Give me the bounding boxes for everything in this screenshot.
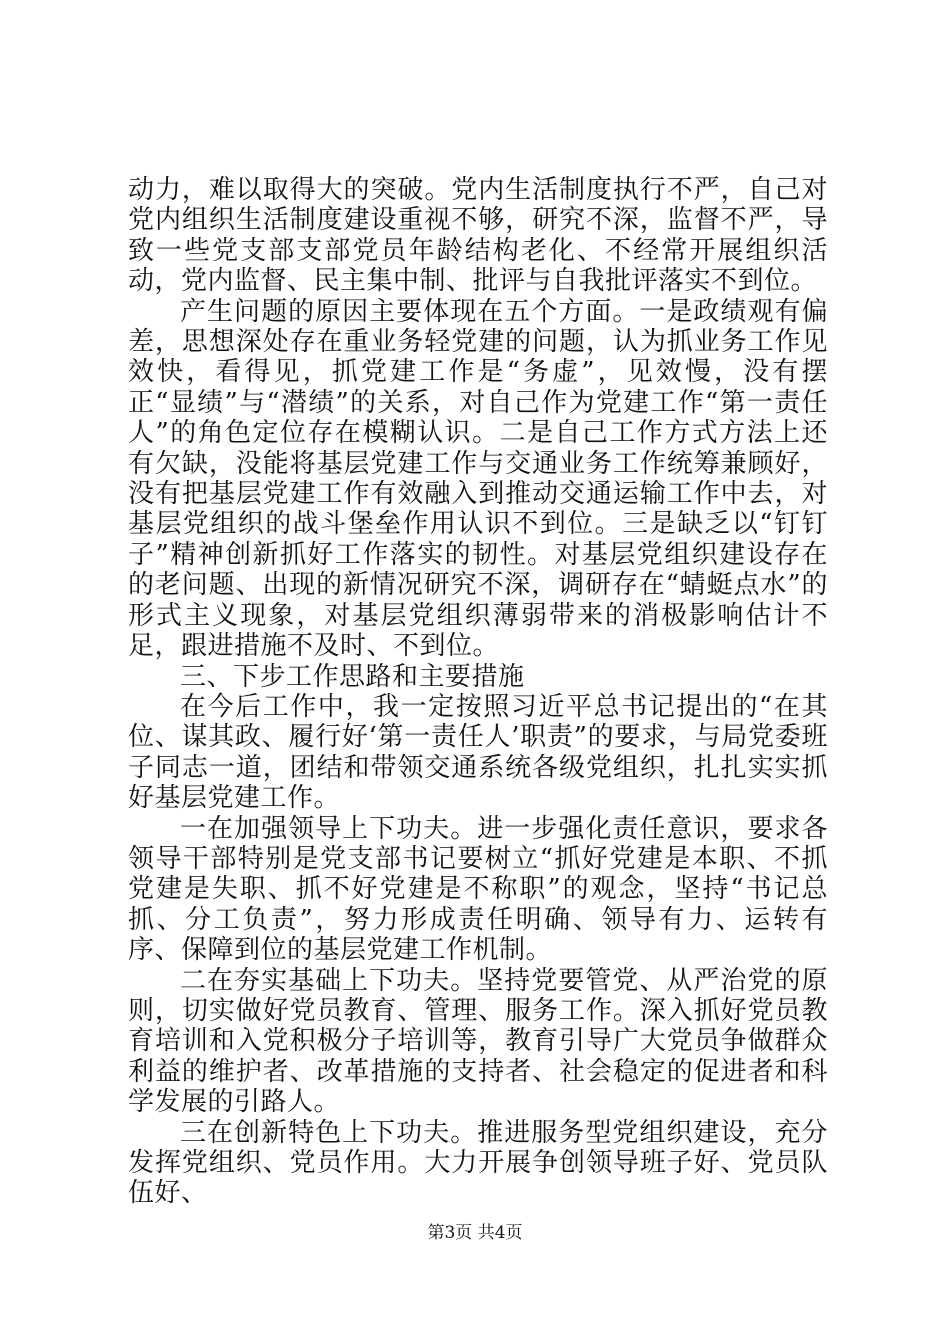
document-body bbox=[128, 175, 828, 1209]
paragraph-continuation: 动力，难以取得大的突破。党内生活制度执行不严，自己对党内组织生活制度建设重视不够，研究不深，监督不严，导致一些党支部支部党员年龄结构老化、不经常开展组织活动，党内监督、民主集中制、批评与自我批评落实不到位。 bbox=[128, 175, 828, 297]
page-number-footer: 第3页 共4页 bbox=[427, 1223, 523, 1243]
paragraph-future-work: 在今后工作中，我一定按照习近平总书记提出的“在其位、谋其政、履行好‘第一责任人’职责”的要求，与局党委班子同志一道，团结和带领交通系统各级党组织，扎扎实实抓好基层党建工作。 bbox=[128, 691, 828, 814]
paragraph-innovation: 三在创新特色上下功夫。推进服务型党组织建设，充分发挥党组织、党员作用。大力开展争创领导班子好、党员队伍好、 bbox=[128, 1117, 828, 1209]
paragraph-leadership: 一在加强领导上下功夫。进一步强化责任意识，要求各领导干部特别是党支部书记要树立“抓好党建是本职、不抓党建是失职、抓不好党建是不称职”的观念，坚持“书记总抓、分工负责”，努力形成责任明确、领导有力、运转有序、保障到位的基层党建工作机制。 bbox=[128, 813, 828, 966]
section-heading: 三、下步工作思路和主要措施 bbox=[180, 661, 525, 692]
paragraph-foundation: 二在夯实基础上下功夫。坚持党要管党、从严治党的原则，切实做好党员教育、管理、服务工作。深入抓好党员教育培训和入党积极分子培训等，教育引导广大党员争做群众利益的维护者、改革措施的支持者、社会稳定的促进者和科学发展的引路人。 bbox=[128, 965, 828, 1118]
paragraph-causes: 产生问题的原因主要体现在五个方面。一是政绩观有偏差，思想深处存在重业务轻党建的问题，认为抓业务工作见效快，看得见，抓党建工作是“务虚”，见效慢，没有摆正“显绩”与“潜绩”的关系，对自己作为党建工作“第一责任人”的角色定位存在模糊认识。二是自己工作方式方法上还有欠缺，没能将基层党建工作与交通业务工作统筹兼顾好，没有把基层党建工作有效融入到推动交通运输工作中去，对基层党组织的战斗堡垒作用认识不到位。三是缺乏以“钉钉子”精神创新抓好工作落实的韧性。对基层党组织建设存在的老问题、出现的新情况研究不深，调研存在“蜻蜓点水”的形式主义现象，对基层党组织薄弱带来的消极影响估计不足，跟进措施不及时、不到位。 bbox=[128, 296, 828, 662]
